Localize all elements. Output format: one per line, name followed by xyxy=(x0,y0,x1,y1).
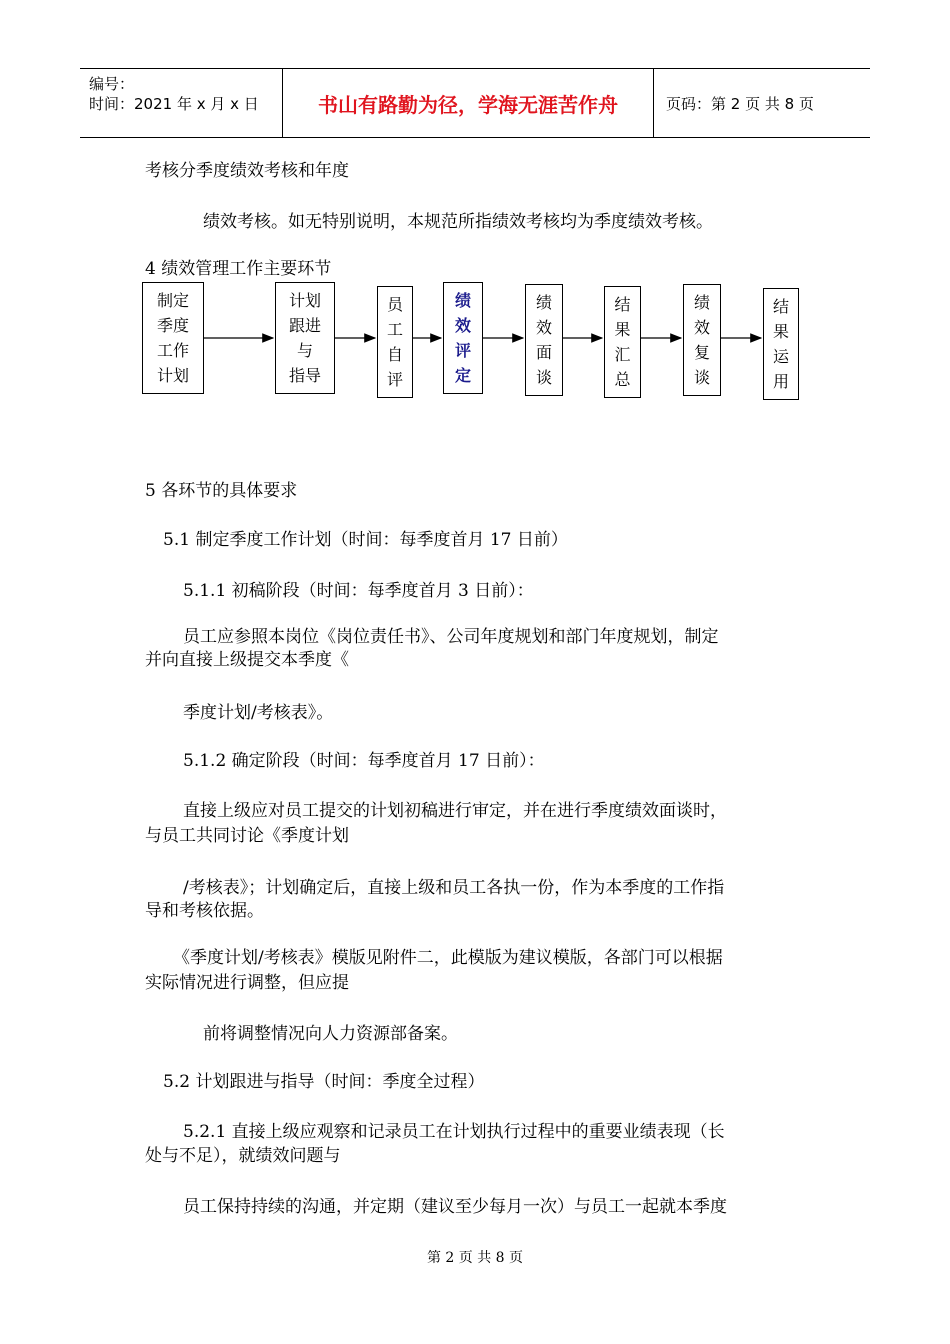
flow-step-7: 绩 效 复 谈 xyxy=(683,284,721,396)
paragraph: 并向直接上级提交本季度《 xyxy=(145,650,349,670)
flow-step-6: 结 果 汇 总 xyxy=(604,286,641,398)
section-heading-4: 4 绩效管理工作主要环节 xyxy=(145,259,332,279)
number-label: 编号： xyxy=(89,75,135,93)
header-meta xyxy=(80,69,283,137)
paragraph: 与员工共同讨论《季度计划 xyxy=(145,826,349,846)
flow-step-1: 制定 季度 工作 计划 xyxy=(142,282,204,394)
subsection-heading: 5.1.1 初稿阶段（时间：每季度首月 3 日前）： xyxy=(183,581,534,601)
page-header xyxy=(80,68,870,138)
flow-step-8: 结 果 运 用 xyxy=(763,288,799,400)
subsection-heading: 5.1.2 确定阶段（时间：每季度首月 17 日前）： xyxy=(183,751,545,771)
paragraph: 绩效考核。如无特别说明，本规范所指绩效考核均为季度绩效考核。 xyxy=(203,212,713,232)
paragraph: /考核表》；计划确定后，直接上级和员工各执一份，作为本季度的工作指 xyxy=(183,878,725,898)
flow-step-4: 绩 效 评 定 xyxy=(443,282,483,394)
subsection-heading: 5.1 制定季度工作计划（时间：每季度首月 17 日前） xyxy=(163,530,568,550)
paragraph: 实际情况进行调整，但应提 xyxy=(145,973,349,993)
paragraph: 季度计划/考核表》。 xyxy=(183,703,334,723)
paragraph: 5.2.1 直接上级应观察和记录员工在计划执行过程中的重要业绩表现（长 xyxy=(183,1122,725,1142)
subsection-heading: 5.2 计划跟进与指导（时间：季度全过程） xyxy=(163,1072,485,1092)
time-label: 时间：2021 年 x 月 x 日 xyxy=(89,95,259,113)
paragraph: 考核分季度绩效考核和年度 xyxy=(145,161,349,181)
motto-text: 书山有路勤为径，学海无涯苦作舟 xyxy=(318,92,618,117)
paragraph: 前将调整情况向人力资源部备案。 xyxy=(203,1024,458,1044)
paragraph: 直接上级应对员工提交的计划初稿进行审定，并在进行季度绩效面谈时， xyxy=(183,801,727,821)
paragraph: 导和考核依据。 xyxy=(145,901,264,921)
paragraph: 员工应参照本岗位《岗位责任书》、公司年度规划和部门年度规划，制定 xyxy=(183,627,719,647)
page-footer: 第 2 页 共 8 页 xyxy=(426,1250,524,1266)
header-page-code xyxy=(654,69,870,137)
paragraph: 处与不足），就绩效问题与 xyxy=(145,1146,341,1166)
flow-step-3: 员 工 自 评 xyxy=(377,286,413,398)
section-heading-5: 5 各环节的具体要求 xyxy=(145,481,298,501)
paragraph: 《季度计划/考核表》模版见附件二，此模版为建议模版，各部门可以根据 xyxy=(173,948,723,968)
flow-step-5: 绩 效 面 谈 xyxy=(525,284,563,396)
paragraph: 员工保持持续的沟通，并定期（建议至少每月一次）与员工一起就本季度 xyxy=(183,1197,727,1217)
flow-step-2: 计划 跟进 与 指导 xyxy=(275,282,335,394)
header-motto xyxy=(283,69,654,137)
page-code-text: 页码：第 2 页 共 8 页 xyxy=(666,94,814,113)
